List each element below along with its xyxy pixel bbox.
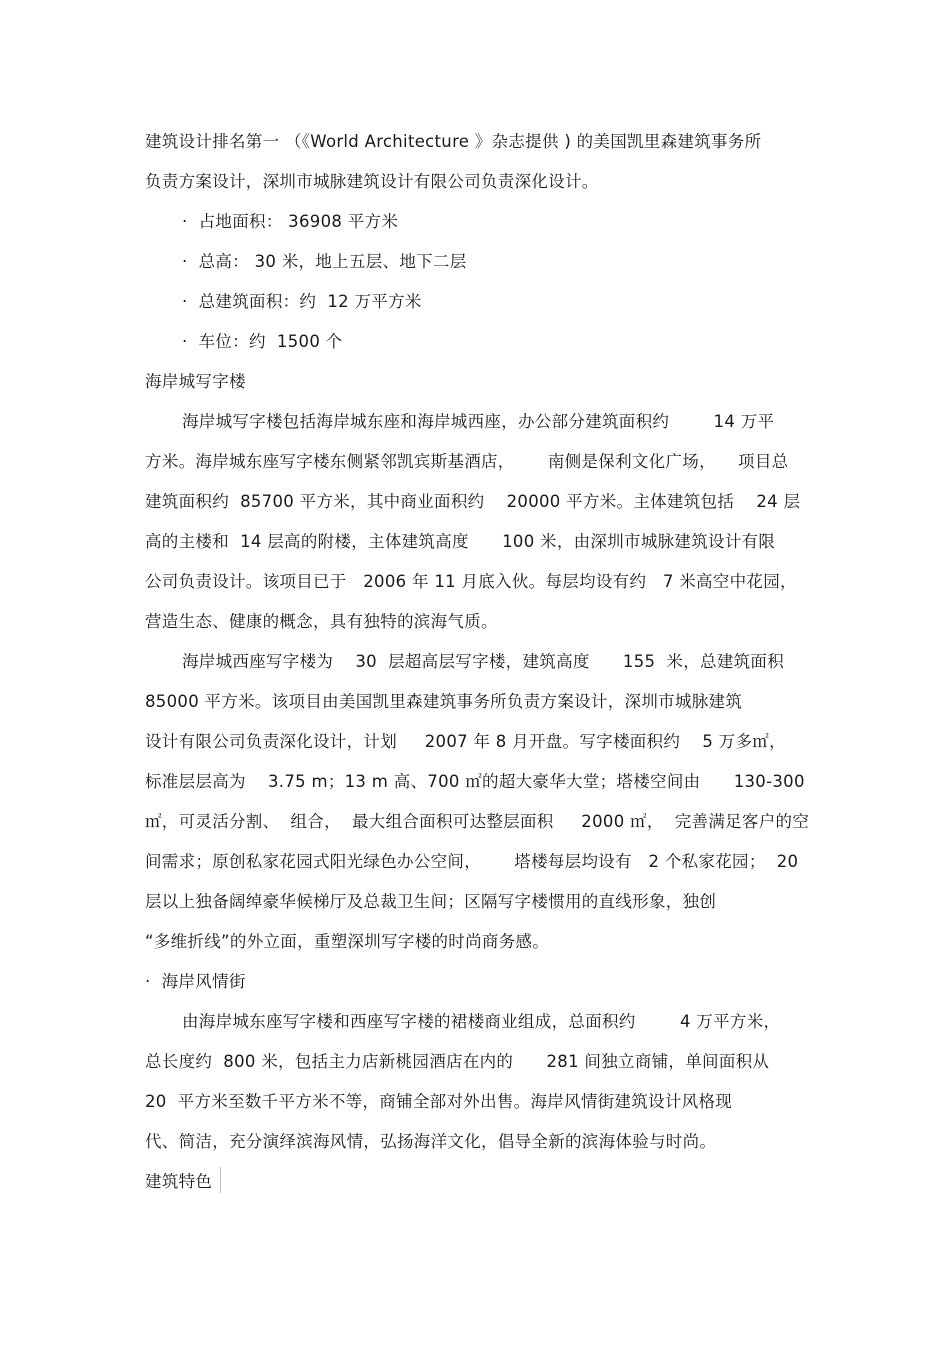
bullet-item: · 占地面积： 36908 平方米 [182, 212, 399, 231]
paragraph-line: “多维折线”的外立面，重塑深圳写字楼的时尚商务感。 [145, 932, 550, 951]
paragraph-line: 代、简洁，充分演绎滨海风情，弘扬海洋文化，倡导全新的滨海体验与时尚。 [145, 1132, 717, 1151]
paragraph-line: 海岸城西座写字楼为 30 层超高层写字楼，建筑高度 155 米，总建筑面积 [182, 652, 785, 671]
text-cursor [220, 1167, 221, 1193]
paragraph-line: 海岸城写字楼包括海岸城东座和海岸城西座，办公部分建筑面积约 14 万平 [182, 412, 775, 431]
bullet-item: · 总建筑面积：约 12 万平方米 [182, 292, 422, 311]
paragraph-line: 标准层层高为 3.75 m；13 m 高、700 ㎡的超大豪华大堂；塔楼空间由 130-300 [145, 772, 805, 791]
paragraph-line: 间需求；原创私家花园式阳光绿色办公空间， 塔楼每层均设有 2 个私家花园； 20 [145, 852, 799, 871]
section-heading: 海岸城写字楼 [145, 372, 246, 391]
paragraph-line: 高的主楼和 14 层高的附楼，主体建筑高度 100 米，由深圳市城脉建筑设计有限 [145, 532, 776, 551]
bullet-item: · 车位：约 1500 个 [182, 332, 343, 351]
bullet-item: · 总高： 30 米，地上五层、地下二层 [182, 252, 467, 271]
section-heading: · 海岸风情街 [145, 972, 246, 991]
paragraph-line: 85000 平方米。该项目由美国凯里森建筑事务所负责方案设计，深圳市城脉建筑 [145, 692, 743, 711]
paragraph-line: 20 平方米至数千平方米不等，商铺全部对外出售。海岸风情街建筑设计风格现 [145, 1092, 733, 1111]
paragraph-line: 层以上独备阔绰豪华候梯厅及总裁卫生间；区隔写字楼惯用的直线形象，独创 [145, 892, 717, 911]
intro-line: 负责方案设计，深圳市城脉建筑设计有限公司负责深化设计。 [145, 172, 599, 191]
paragraph-line: 营造生态、健康的概念，具有独特的滨海气质。 [145, 612, 498, 631]
paragraph-line: ㎡，可灵活分割、 组合， 最大组合面积可达整层面积 2000 ㎡， 完善满足客户的空 [145, 812, 810, 831]
paragraph-line: 设计有限公司负责深化设计，计划 2007 年 8 月开盘。写字楼面积约 5 万多㎡， [145, 732, 786, 751]
paragraph-line: 建筑面积约 85700 平方米，其中商业面积约 20000 平方米。主体建筑包括 24 层 [145, 492, 801, 511]
paragraph-line: 由海岸城东座写字楼和西座写字楼的裙楼商业组成，总面积约 4 万平方米， [182, 1012, 781, 1031]
section-heading: 建筑特色 [145, 1172, 213, 1191]
paragraph-line: 总长度约 800 米，包括主力店新桃园酒店在内的 281 间独立商铺，单间面积从 [145, 1052, 770, 1071]
paragraph-line: 方米。海岸城东座写字楼东侧紧邻凯宾斯基酒店， 南侧是保利文化广场， 项目总 [145, 452, 789, 471]
paragraph-line: 公司负责设计。该项目已于 2006 年 11 月底入伙。每层均设有约 7 米高空中花园， [145, 572, 797, 591]
intro-line: 建筑设计排名第一 （《World Architecture 》杂志提供 ) 的美国凯里森建筑事务所 [145, 132, 762, 151]
